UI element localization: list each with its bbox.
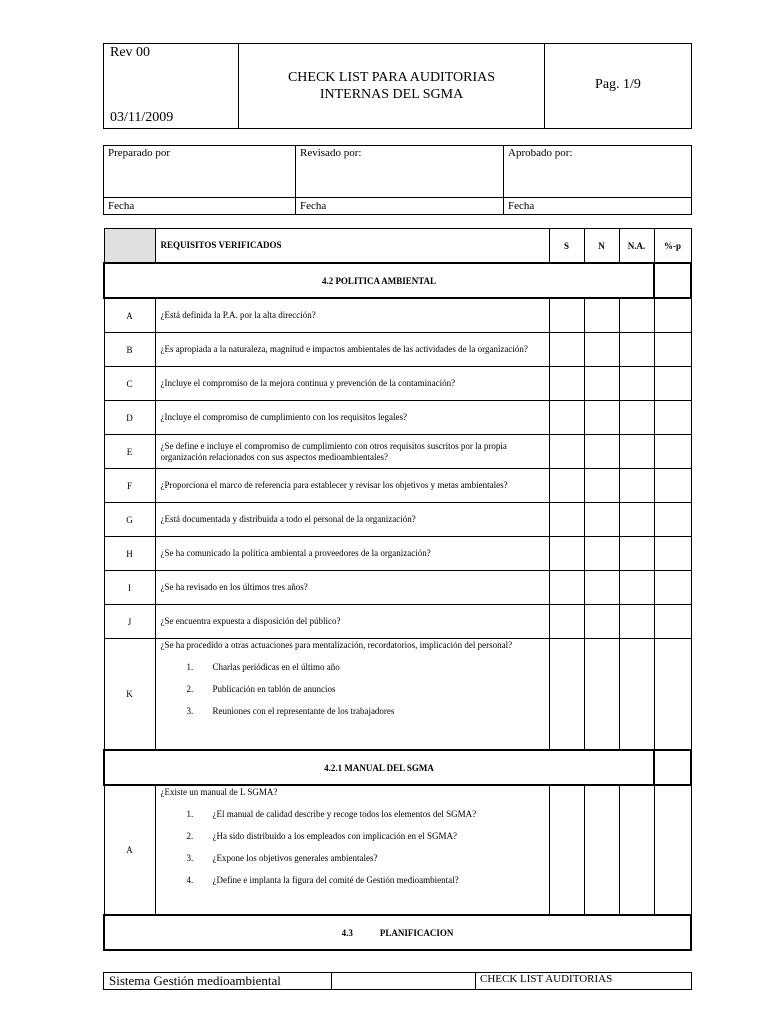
check-cell-na[interactable] (619, 435, 654, 469)
check-cell-n[interactable] (584, 571, 619, 605)
document-header (103, 43, 692, 129)
check-cell-percent[interactable] (654, 785, 691, 915)
prepared-by-cell: Preparado por (104, 146, 296, 198)
title-line-2: INTERNAS DEL SGMA (319, 87, 464, 102)
sub-item (161, 831, 544, 842)
sub-item (161, 662, 544, 673)
check-cell-s[interactable] (549, 571, 584, 605)
section-row-4-2 (104, 263, 691, 298)
row-letter: J (104, 605, 155, 639)
checklist-row-k (104, 639, 691, 751)
row-letter: F (104, 469, 155, 503)
row-letter: H (104, 537, 155, 571)
section-title: 4.3 PLANIFICACION (104, 915, 691, 950)
approval-box (103, 145, 692, 215)
checklist-header-row (104, 229, 691, 264)
check-cell-na[interactable] (619, 785, 654, 915)
check-cell-n[interactable] (584, 469, 619, 503)
document-title (239, 44, 545, 129)
section-row-4-2-1 (104, 750, 691, 785)
row-question (155, 639, 549, 751)
check-cell-percent[interactable] (654, 571, 691, 605)
check-cell-percent[interactable] (654, 639, 691, 751)
sub-item-number: 2. (186, 684, 194, 694)
checklist-row (104, 469, 691, 503)
sub-item-number: 2. (186, 831, 194, 841)
check-cell-s[interactable] (549, 605, 584, 639)
sub-item-number: 3. (186, 706, 194, 716)
sub-item-text: ¿Ha sido distribuido a los empleados con implicación en el SGMA? (212, 831, 457, 841)
check-cell-na[interactable] (619, 639, 654, 751)
checklist-row (104, 537, 691, 571)
check-cell-n[interactable] (584, 605, 619, 639)
title-line-1: CHECK LIST PARA AUDITORIAS (287, 70, 496, 85)
row-letter: D (104, 401, 155, 435)
checklist-row (104, 401, 691, 435)
revision-label: Rev 00 (110, 45, 151, 60)
checklist-table (103, 228, 692, 951)
row-letter: I (104, 571, 155, 605)
check-cell-percent[interactable] (654, 435, 691, 469)
check-cell-na[interactable] (619, 503, 654, 537)
check-cell-s[interactable] (549, 401, 584, 435)
sub-item (161, 684, 544, 695)
row-question (155, 785, 549, 915)
sub-item-text: Publicación en tablón de anuncios (212, 684, 336, 694)
check-cell-percent[interactable] (654, 605, 691, 639)
sub-item-text: ¿Define e implanta la figura del comité de Gestión medioambiental? (212, 875, 459, 885)
sub-item-number: 1. (186, 662, 194, 672)
row-question: ¿Se ha comunicado la política ambiental a proveedores de la organización? (155, 537, 549, 571)
check-cell-n[interactable] (584, 435, 619, 469)
row-question: ¿Se encuentra expuesta a disposición del público? (155, 605, 549, 639)
check-cell-na[interactable] (619, 605, 654, 639)
checklist-row (104, 367, 691, 401)
check-cell-s[interactable] (549, 435, 584, 469)
check-cell-na[interactable] (619, 367, 654, 401)
check-cell-na[interactable] (619, 333, 654, 367)
check-cell-na[interactable] (619, 537, 654, 571)
row-question: ¿Se ha revisado en los últimos tres años? (155, 571, 549, 605)
row-letter: B (104, 333, 155, 367)
check-cell-s[interactable] (549, 785, 584, 915)
section-title: 4.2 POLITICA AMBIENTAL (104, 263, 654, 298)
sub-item (161, 706, 544, 717)
check-cell-s[interactable] (549, 298, 584, 333)
checklist-row (104, 503, 691, 537)
check-cell-n[interactable] (584, 639, 619, 751)
sub-item-text: Charlas periódicas en el último año (212, 662, 340, 672)
row-question: ¿Incluye el compromiso de cumplimiento con los requisitos legales? (155, 401, 549, 435)
document-date: 03/11/2009 (110, 110, 174, 125)
check-cell-n[interactable] (584, 298, 619, 333)
checklist-row (104, 605, 691, 639)
check-cell-n[interactable] (584, 537, 619, 571)
row-question: ¿Proporciona el marco de referencia para establecer y revisar los objetivos y metas ambientales? (155, 469, 549, 503)
check-cell-n[interactable] (584, 503, 619, 537)
check-cell-percent[interactable] (654, 367, 691, 401)
row-letter: E (104, 435, 155, 469)
check-cell-n[interactable] (584, 401, 619, 435)
section-row-4-3 (104, 915, 691, 950)
document-footer (103, 972, 692, 990)
check-cell-s[interactable] (549, 503, 584, 537)
footer-system-name: Sistema Gestión medioambiental (104, 973, 332, 990)
check-cell-na[interactable] (619, 469, 654, 503)
sub-item-number: 4. (186, 875, 194, 885)
row-question: ¿Es apropiada a la naturaleza, magnitud e impactos ambientales de las actividades de la organización? (155, 333, 549, 367)
header-n: N (584, 229, 619, 264)
row-letter: A (104, 785, 155, 915)
approved-by-cell: Aprobado por: (504, 146, 692, 198)
check-cell-s[interactable] (549, 537, 584, 571)
page-number: Pag. 1/9 (545, 44, 692, 129)
check-cell-s[interactable] (549, 639, 584, 751)
check-cell-s[interactable] (549, 367, 584, 401)
row-question: ¿Está documentada y distribuida a todo el personal de la organización? (155, 503, 549, 537)
check-cell-percent[interactable] (654, 298, 691, 333)
header-s: S (549, 229, 584, 264)
header-percent: %-p (654, 229, 691, 264)
row-letter: G (104, 503, 155, 537)
reviewed-by-cell: Revisado por: (296, 146, 504, 198)
row-question: ¿Incluye el compromiso de la mejora continua y prevención de la contaminación? (155, 367, 549, 401)
section-mark-cell (654, 263, 691, 298)
prepared-date-label: Fecha (104, 198, 296, 215)
check-cell-na[interactable] (619, 571, 654, 605)
header-requirements: REQUISITOS VERIFICADOS (155, 229, 549, 264)
sub-item-text: ¿El manual de calidad describe y recoge todos los elementos del SGMA? (212, 809, 477, 819)
row-question: ¿Está definida la P.A. por la alta dirección? (155, 298, 549, 333)
check-cell-percent[interactable] (654, 537, 691, 571)
row-question-text: ¿Se ha procedido a otras actuaciones para mentalización, recordatorios, implicación del personal? (160, 640, 513, 650)
sub-item-number: 3. (186, 853, 194, 863)
row-letter: A (104, 298, 155, 333)
approved-date-label: Fecha (504, 198, 692, 215)
sub-item-text: ¿Expone los objetivos generales ambientales? (212, 853, 378, 863)
check-cell-na[interactable] (619, 401, 654, 435)
check-cell-s[interactable] (549, 469, 584, 503)
reviewed-date-label: Fecha (296, 198, 504, 215)
policy-rows (104, 298, 691, 639)
check-cell-s[interactable] (549, 333, 584, 367)
check-cell-percent[interactable] (654, 503, 691, 537)
sub-item (161, 875, 544, 886)
check-cell-n[interactable] (584, 785, 619, 915)
sub-item-text: Reuniones con el representante de los trabajadores (212, 706, 395, 716)
check-cell-n[interactable] (584, 333, 619, 367)
check-cell-na[interactable] (619, 298, 654, 333)
sub-item (161, 853, 544, 864)
checklist-row (104, 333, 691, 367)
section-mark-cell (654, 750, 691, 785)
header-na: N.A. (619, 229, 654, 264)
row-question: ¿Se define e incluye el compromiso de cumplimiento con otros requisitos suscritos por la propia organización relacionados con sus aspectos medioambientales? (155, 435, 549, 469)
check-cell-percent[interactable] (654, 401, 691, 435)
section-title: 4.2.1 MANUAL DEL SGMA (104, 750, 654, 785)
footer-blank-cell (332, 973, 476, 990)
row-question-text: ¿Existe un manual de L SGMA? (160, 787, 278, 797)
sub-item (161, 809, 544, 820)
checklist-row-manual (104, 785, 691, 915)
sub-item-number: 1. (186, 809, 194, 819)
footer-document-name: CHECK LIST AUDITORIAS (476, 973, 692, 990)
check-cell-percent[interactable] (654, 333, 691, 367)
checklist-row (104, 298, 691, 333)
checklist-row (104, 571, 691, 605)
checklist-row (104, 435, 691, 469)
check-cell-percent[interactable] (654, 469, 691, 503)
revision-cell (104, 44, 239, 129)
row-letter: K (104, 639, 155, 751)
check-cell-n[interactable] (584, 367, 619, 401)
row-letter: C (104, 367, 155, 401)
header-blank-cell (104, 229, 155, 264)
